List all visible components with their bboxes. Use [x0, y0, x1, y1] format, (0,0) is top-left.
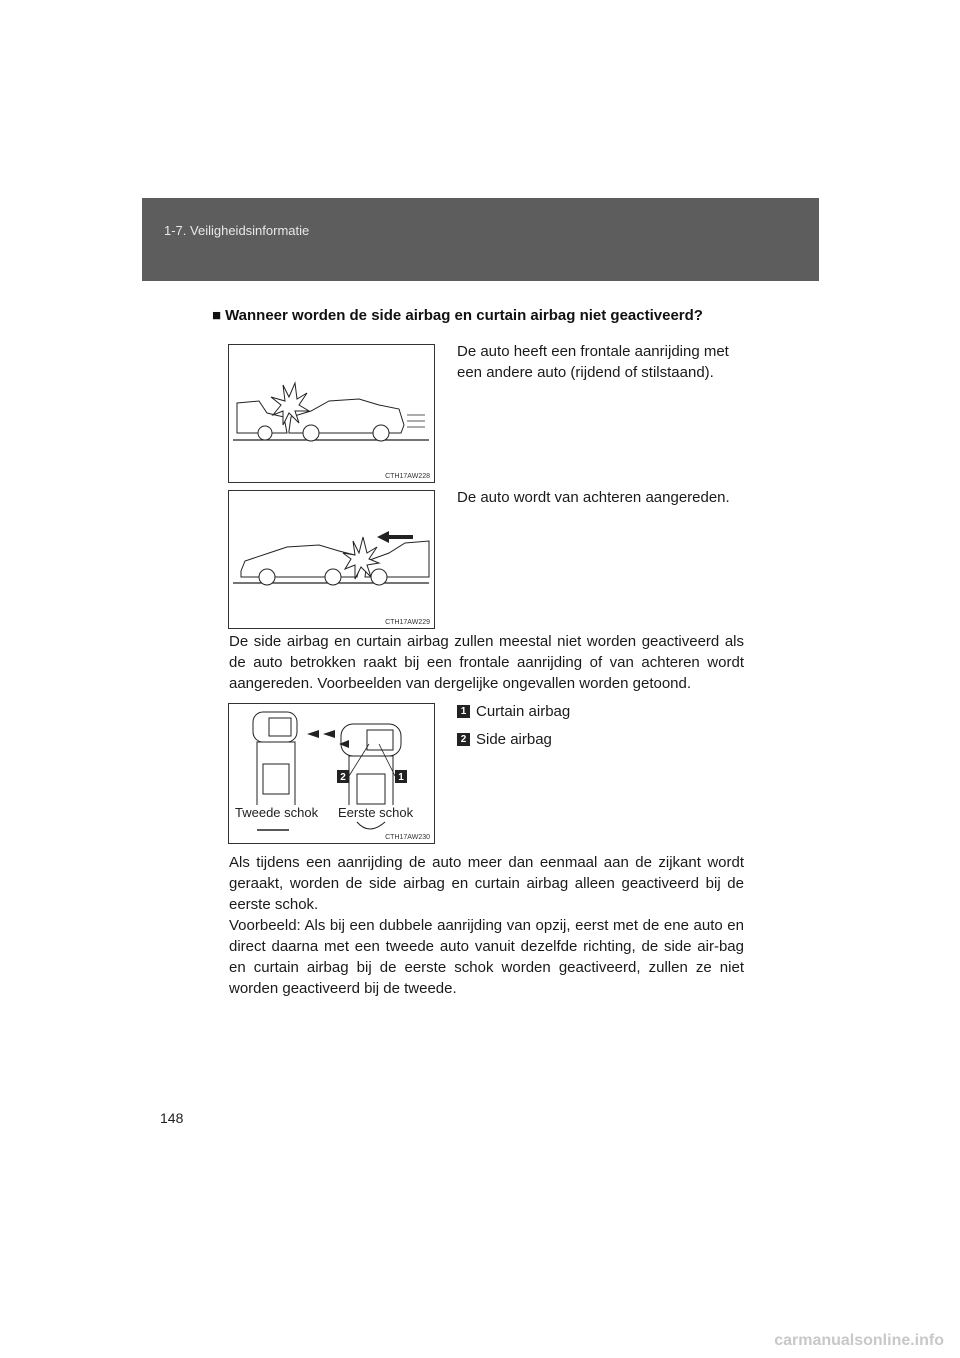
heading-square-marker: ■	[212, 307, 222, 324]
figure-code: CTH17AW228	[385, 473, 430, 480]
heading-text: Wanneer worden de side airbag en curtain airbag niet geactiveerd?	[225, 307, 703, 324]
figure-frontal-collision	[228, 344, 435, 483]
double-side-impact-illustration	[229, 704, 434, 843]
number-badge-2: 2	[457, 733, 470, 746]
legend-side-airbag	[457, 731, 552, 748]
legend-label: Curtain airbag	[476, 703, 571, 720]
figure-code: CTH17AW229	[385, 619, 430, 626]
figure1-description: De auto heeft een frontale aanrijding met een andere auto (rijdend of stilstaand).	[457, 343, 729, 381]
section-header-bar	[142, 198, 819, 281]
legend-label: Side airbag	[476, 731, 552, 748]
paragraph-multiple-impact: Als tijdens een aanrijding de auto meer dan eenmaal aan de zijkant wordt geraakt, worden de side airbag en curtain airbag alleen geactiveerd bij de eerste schok.	[229, 854, 744, 913]
watermark: carmanualsonline.info	[774, 1332, 944, 1349]
figure-rear-collision	[228, 490, 435, 629]
legend-curtain-airbag	[457, 703, 570, 720]
section-title: 1-7. Veiligheidsinformatie	[164, 223, 310, 238]
frontal-collision-illustration	[229, 345, 434, 482]
number-badge-1: 1	[457, 705, 470, 718]
rear-collision-illustration	[229, 491, 434, 628]
figure-code: CTH17AW230	[385, 834, 430, 841]
svg-text:2: 2	[340, 772, 346, 783]
page-number: 148	[160, 1110, 184, 1126]
svg-text:1: 1	[398, 772, 404, 783]
paragraph-example: Voorbeeld: Als bij een dubbele aanrijding van opzij, eerst met de ene auto en direct daarna met een tweede auto vanuit dezelfde richting, de side air-bag en curtain airbag bij de eerste schok worden geactiveerd, zullen ze niet worden geactiveerd bij de tweede.	[229, 917, 744, 997]
figure-double-side-impact	[228, 703, 435, 844]
caption-first-impact: Eerste schok	[338, 805, 414, 820]
caption-second-impact: Tweede schok	[235, 805, 319, 820]
figure2-description: De auto wordt van achteren aangereden.	[457, 489, 730, 506]
paragraph-frontal-rear-info: De side airbag en curtain airbag zullen meestal niet worden geactiveerd als de auto betrokken raakt bij een frontale aanrijding of van achteren wordt aangereden. Voorbeelden van dergelijke ongevallen worden getoond.	[229, 633, 744, 692]
section-heading	[212, 307, 703, 324]
